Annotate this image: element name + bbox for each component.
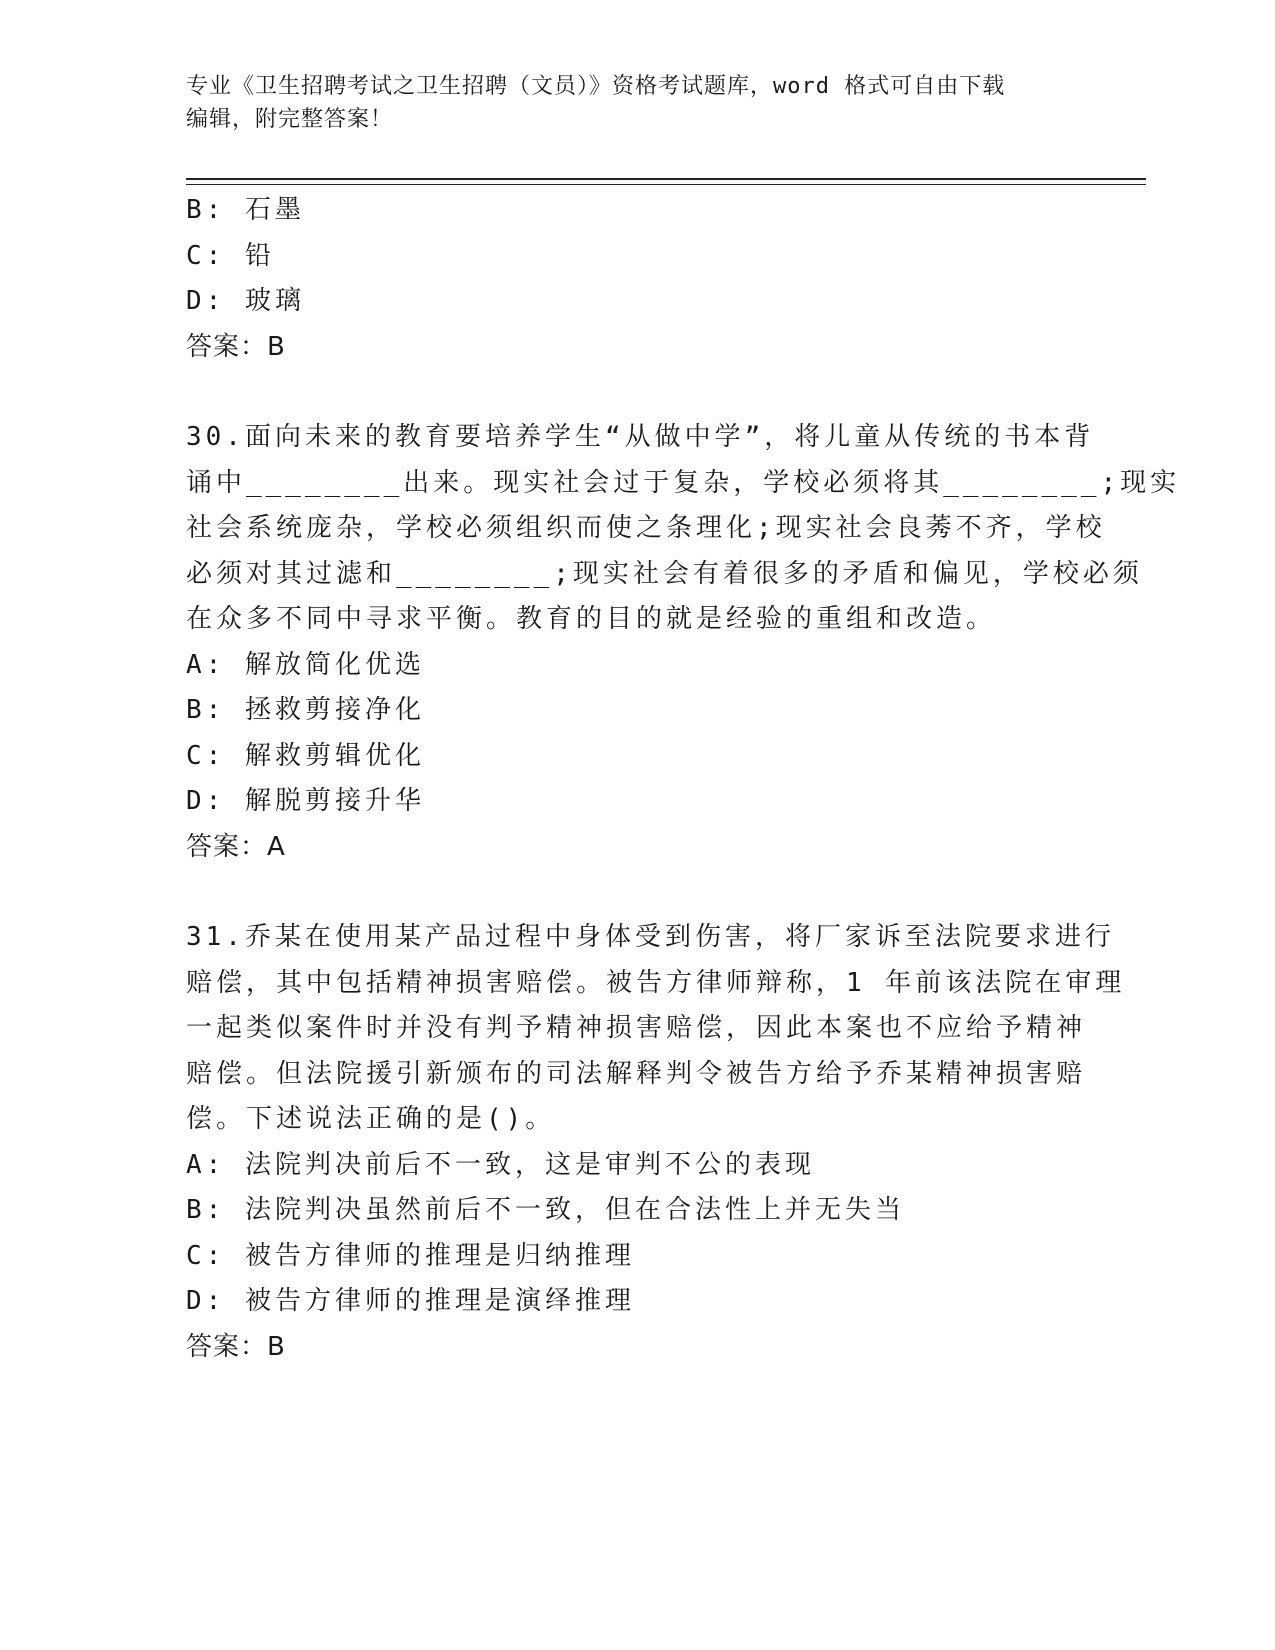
question-text-line: 偿。下述说法正确的是()。 [186,1104,556,1134]
question-text-line: 赔偿。但法院援引新颁布的司法解释判令被告方给予乔某精神损害赔 [186,1058,1087,1089]
question-text-line: 必须对其过滤和________;现实社会有着很多的矛盾和偏见，学校必须 [186,558,1143,589]
question-text [186,415,1181,643]
option-c: C: 被告方律师的推理是归纳推理 [186,1240,635,1271]
header-rule-thick [186,178,1146,180]
answer: 答案：A [186,831,286,862]
answer: 答案：B [186,331,286,362]
question-text-line: 30.面向未来的教育要培养学生“从做中学”，将儿童从传统的书本背 [186,422,1095,452]
option-b: B: 法院判决虽然前后不一致，但在合法性上并无失当 [186,1195,905,1225]
option-d: D: 解脱剪接升华 [186,786,425,816]
question-text [186,915,1126,1143]
header-line-1: 专业《卫生招聘考试之卫生招聘（文员）》资格考试题库，word 格式可自由下载 [186,74,1006,99]
option-a: A: 法院判决前后不一致，这是审判不公的表现 [186,1149,815,1180]
option-c: C: 铅 [186,240,275,271]
option-a: A: 解放简化优选 [186,649,425,680]
option-b: B: 石墨 [186,195,305,225]
option-b: B: 拯救剪接净化 [186,695,425,725]
question-text-line: 一起类似案件时并没有判予精神损害赔偿，因此本案也不应给予精神 [186,1013,1087,1043]
question-text-line: 31.乔某在使用某产品过程中身体受到伤害，将厂家诉至法院要求进行 [186,922,1115,952]
answer: 答案：B [186,1331,286,1362]
question-text-line: 社会系统庞杂，学校必须组织而使之条理化;现实社会良莠不齐，学校 [186,513,1106,543]
option-d: D: 被告方律师的推理是演绎推理 [186,1286,635,1316]
question-31 [186,915,1126,1370]
question-29 [186,188,1086,370]
question-text-line: 诵中________出来。现实社会过于复杂，学校必须将其________;现实 [186,467,1181,498]
question-text-line: 赔偿，其中包括精神损害赔偿。被告方律师辩称，1 年前该法院在审理 [186,967,1126,998]
header-line-2: 编辑，附完整答案！ [186,107,394,132]
header-rule-thin [186,184,1146,185]
page-header [186,70,1086,136]
option-d: D: 玻璃 [186,286,305,316]
question-list [186,188,1181,1370]
option-c: C: 解救剪辑优化 [186,740,425,771]
question-text-line: 在众多不同中寻求平衡。教育的目的就是经验的重组和改造。 [186,604,997,634]
question-30 [186,415,1181,870]
